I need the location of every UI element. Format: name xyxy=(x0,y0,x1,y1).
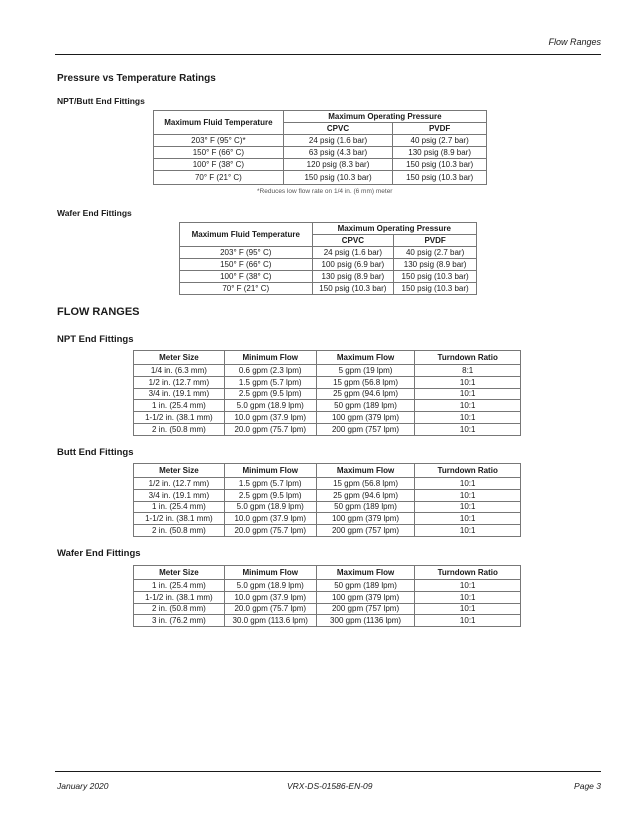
table-row xyxy=(134,513,521,525)
table-cell: 10.0 gpm (37.9 lpm) xyxy=(224,412,316,424)
table-cell: 20.0 gpm (75.7 lpm) xyxy=(224,423,316,435)
table-cell: 200 gpm (757 lpm) xyxy=(316,423,415,435)
table-row xyxy=(134,412,521,424)
table-row xyxy=(154,135,487,147)
npt-flow-subtitle: NPT End Fittings xyxy=(57,334,134,345)
table-cell: 50 gpm (189 lpm) xyxy=(316,580,415,592)
table-row xyxy=(134,376,521,388)
table-cell: 100 gpm (379 lpm) xyxy=(316,412,415,424)
table-header-row xyxy=(134,351,521,365)
table-cell: 50 gpm (189 lpm) xyxy=(316,400,415,412)
table-row xyxy=(134,580,521,592)
table-row xyxy=(180,259,477,271)
table-cell: 2.5 gpm (9.5 lpm) xyxy=(224,489,316,501)
table-cell: 1-1/2 in. (38.1 mm) xyxy=(134,591,225,603)
table-cell: 10:1 xyxy=(415,615,521,627)
table-row xyxy=(134,400,521,412)
table-cell: 130 psig (8.9 bar) xyxy=(312,271,394,283)
column-header: Turndown Ratio xyxy=(415,464,521,478)
column-header: Minimum Flow xyxy=(224,566,316,580)
table-cell: 1/2 in. (12.7 mm) xyxy=(134,376,225,388)
column-header: Maximum Flow xyxy=(316,351,415,365)
footer-rule xyxy=(55,771,601,772)
table-cell: 10:1 xyxy=(415,412,521,424)
table-cell: 1-1/2 in. (38.1 mm) xyxy=(134,513,225,525)
table-cell: 70° F (21° C) xyxy=(180,283,313,295)
column-header: Maximum Flow xyxy=(316,566,415,580)
header-rule xyxy=(55,54,601,55)
pressure-table-wafer xyxy=(179,222,477,295)
table-cell: 30.0 gpm (113.6 lpm) xyxy=(224,615,316,627)
table-cell: 130 psig (8.9 bar) xyxy=(393,147,487,159)
table-cell: 150 psig (10.3 bar) xyxy=(393,171,487,185)
table-cell: 203° F (95° C) xyxy=(180,247,313,259)
col-header-cpvc: CPVC xyxy=(283,123,393,135)
table-cell: 3/4 in. (19.1 mm) xyxy=(134,388,225,400)
table-cell: 1 in. (25.4 mm) xyxy=(134,580,225,592)
table-cell: 40 psig (2.7 bar) xyxy=(393,135,487,147)
table-cell: 100° F (38° C) xyxy=(154,159,284,171)
footer-date: January 2020 xyxy=(57,781,109,791)
table-cell: 100° F (38° C) xyxy=(180,271,313,283)
table-cell: 1/4 in. (6.3 mm) xyxy=(134,365,225,377)
footer-page-number: Page 3 xyxy=(574,781,601,791)
table-cell: 5.0 gpm (18.9 lpm) xyxy=(224,580,316,592)
table-cell: 24 psig (1.6 bar) xyxy=(283,135,393,147)
flow-table-butt xyxy=(133,463,521,537)
column-header: Meter Size xyxy=(134,351,225,365)
table-cell: 203° F (95° C)* xyxy=(154,135,284,147)
table-cell: 2 in. (50.8 mm) xyxy=(134,423,225,435)
column-header: Turndown Ratio xyxy=(415,566,521,580)
column-header: Meter Size xyxy=(134,464,225,478)
col-header-pvdf: PVDF xyxy=(393,123,487,135)
table-cell: 25 gpm (94.6 lpm) xyxy=(316,388,415,400)
table-cell: 5.0 gpm (18.9 lpm) xyxy=(224,400,316,412)
table-cell: 200 gpm (757 lpm) xyxy=(316,603,415,615)
table-cell: 150° F (66° C) xyxy=(180,259,313,271)
table-cell: 20.0 gpm (75.7 lpm) xyxy=(224,525,316,537)
table-cell: 8:1 xyxy=(415,365,521,377)
table-cell: 10:1 xyxy=(415,580,521,592)
npt-butt-subtitle: NPT/Butt End Fittings xyxy=(57,96,145,106)
table-cell: 1-1/2 in. (38.1 mm) xyxy=(134,412,225,424)
wafer-flow-subtitle: Wafer End Fittings xyxy=(57,548,141,559)
table-cell: 10.0 gpm (37.9 lpm) xyxy=(224,513,316,525)
table-row xyxy=(134,501,521,513)
footnote: *Reduces low flow rate on 1/4 in. (6 mm) meter xyxy=(257,188,393,195)
column-header: Minimum Flow xyxy=(224,351,316,365)
table-row xyxy=(134,478,521,490)
table-cell: 10:1 xyxy=(415,400,521,412)
table-row xyxy=(154,171,487,185)
table-cell: 25 gpm (94.6 lpm) xyxy=(316,489,415,501)
column-header: Turndown Ratio xyxy=(415,351,521,365)
table-cell: 10:1 xyxy=(415,603,521,615)
flow-table-wafer xyxy=(133,565,521,627)
col-header-pressure: Maximum Operating Pressure xyxy=(283,111,486,123)
table-cell: 2.5 gpm (9.5 lpm) xyxy=(224,388,316,400)
table-cell: 150 psig (10.3 bar) xyxy=(394,283,477,295)
table-row xyxy=(134,423,521,435)
col-header-temp: Maximum Fluid Temperature xyxy=(180,223,313,247)
flow-table-npt xyxy=(133,350,521,436)
butt-flow-subtitle: Butt End Fittings xyxy=(57,447,134,458)
running-header: Flow Ranges xyxy=(548,37,601,47)
table-cell: 100 gpm (379 lpm) xyxy=(316,513,415,525)
column-header: Meter Size xyxy=(134,566,225,580)
table-cell: 5.0 gpm (18.9 lpm) xyxy=(224,501,316,513)
table-cell: 150° F (66° C) xyxy=(154,147,284,159)
table-row xyxy=(134,525,521,537)
table-cell: 10:1 xyxy=(415,525,521,537)
table-cell: 15 gpm (56.8 lpm) xyxy=(316,478,415,490)
table-cell: 1/2 in. (12.7 mm) xyxy=(134,478,225,490)
table-cell: 2 in. (50.8 mm) xyxy=(134,525,225,537)
table-cell: 10:1 xyxy=(415,376,521,388)
footer-doc-id: VRX-DS-01586-EN-09 xyxy=(287,781,373,791)
table-row xyxy=(180,247,477,259)
table-cell: 50 gpm (189 lpm) xyxy=(316,501,415,513)
table-cell: 3/4 in. (19.1 mm) xyxy=(134,489,225,501)
table-cell: 5 gpm (19 lpm) xyxy=(316,365,415,377)
table-cell: 24 psig (1.6 bar) xyxy=(312,247,394,259)
table-cell: 150 psig (10.3 bar) xyxy=(283,171,393,185)
table-cell: 200 gpm (757 lpm) xyxy=(316,525,415,537)
column-header: Minimum Flow xyxy=(224,464,316,478)
table-cell: 130 psig (8.9 bar) xyxy=(394,259,477,271)
table-cell: 40 psig (2.7 bar) xyxy=(394,247,477,259)
table-cell: 10:1 xyxy=(415,423,521,435)
table-cell: 10:1 xyxy=(415,478,521,490)
table-row xyxy=(180,271,477,283)
table-cell: 100 gpm (379 lpm) xyxy=(316,591,415,603)
table-header-row xyxy=(134,464,521,478)
table-cell: 10.0 gpm (37.9 lpm) xyxy=(224,591,316,603)
table-cell: 1 in. (25.4 mm) xyxy=(134,501,225,513)
table-cell: 70° F (21° C) xyxy=(154,171,284,185)
table-cell: 150 psig (10.3 bar) xyxy=(394,271,477,283)
table-cell: 63 psig (4.3 bar) xyxy=(283,147,393,159)
table-cell: 150 psig (10.3 bar) xyxy=(393,159,487,171)
table-cell: 120 psig (8.3 bar) xyxy=(283,159,393,171)
table-cell: 3 in. (76.2 mm) xyxy=(134,615,225,627)
table-row xyxy=(154,147,487,159)
table-row xyxy=(134,388,521,400)
pressure-section-title: Pressure vs Temperature Ratings xyxy=(57,73,216,84)
pressure-table-npt-butt xyxy=(153,110,487,185)
table-cell: 300 gpm (1136 lpm) xyxy=(316,615,415,627)
table-cell: 20.0 gpm (75.7 lpm) xyxy=(224,603,316,615)
col-header-pressure: Maximum Operating Pressure xyxy=(312,223,477,235)
table-cell: 10:1 xyxy=(415,489,521,501)
table-header-row xyxy=(134,566,521,580)
table-row xyxy=(134,603,521,615)
table-row xyxy=(134,591,521,603)
table-cell: 10:1 xyxy=(415,591,521,603)
table-row xyxy=(180,283,477,295)
col-header-pvdf: PVDF xyxy=(394,235,477,247)
table-cell: 10:1 xyxy=(415,388,521,400)
table-cell: 10:1 xyxy=(415,501,521,513)
table-cell: 15 gpm (56.8 lpm) xyxy=(316,376,415,388)
wafer-subtitle: Wafer End Fittings xyxy=(57,208,132,218)
table-cell: 1.5 gpm (5.7 lpm) xyxy=(224,478,316,490)
col-header-cpvc: CPVC xyxy=(312,235,394,247)
table-cell: 100 psig (6.9 bar) xyxy=(312,259,394,271)
table-cell: 2 in. (50.8 mm) xyxy=(134,603,225,615)
table-cell: 1 in. (25.4 mm) xyxy=(134,400,225,412)
col-header-temp: Maximum Fluid Temperature xyxy=(154,111,284,135)
table-row xyxy=(134,615,521,627)
table-row xyxy=(154,159,487,171)
column-header: Maximum Flow xyxy=(316,464,415,478)
flow-section-title: FLOW RANGES xyxy=(57,306,140,318)
table-cell: 0.6 gpm (2.3 lpm) xyxy=(224,365,316,377)
table-cell: 1.5 gpm (5.7 lpm) xyxy=(224,376,316,388)
table-cell: 10:1 xyxy=(415,513,521,525)
table-row xyxy=(134,489,521,501)
table-cell: 150 psig (10.3 bar) xyxy=(312,283,394,295)
table-row xyxy=(134,365,521,377)
